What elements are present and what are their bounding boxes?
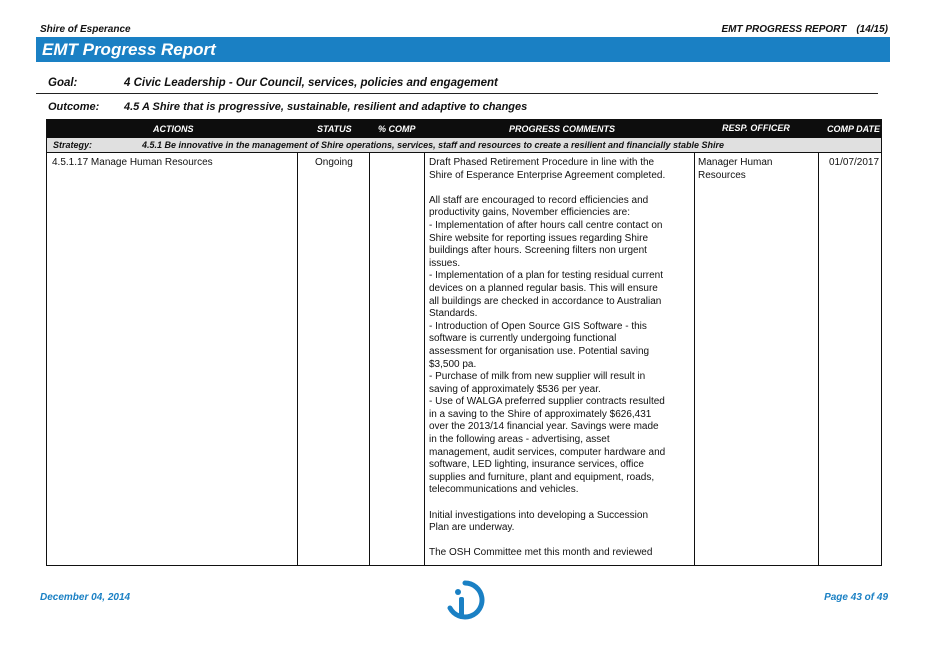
column-divider xyxy=(369,153,370,565)
progress-table xyxy=(46,119,882,566)
comment-paragraph: All staff are encouraged to record efficiencies and productivity gains, November efficiencies are: - Implementation of after hours call centre contact on Shire website for reporting issues regarding Shire buildings after hours. Screening filters non urgent issues. - Implementation of a plan for testing residual current devices on a planned regular basis. This will ensure all buildings are checked in accordance to Australian Standards. - Introduction of Open Source GIS Software - this software is currently undergoing functional assessment for organisation use. Potential saving $3,500 pa. - Purchase of milk from new supplier will result in saving of approximately $536 per year. - Use of WALGA preferred supplier contracts resulted in a saving to the Shire of approximately $626,431 over the 2013/14 financial year. Savings were made in the following areas - advertising, asset management, audit services, computer hardware and software, LED lighting, insurance services, office supplies and furniture, plant and equipment, roads, telecommunications and vehicles. xyxy=(429,194,666,496)
page-title: EMT Progress Report xyxy=(42,40,216,59)
table-header xyxy=(47,120,881,138)
column-divider xyxy=(424,153,425,565)
col-comp-pct: % COMP xyxy=(378,124,416,134)
title-banner xyxy=(36,37,890,62)
comment-paragraph: Draft Phased Retirement Procedure in line with the Shire of Esperance Enterprise Agreement completed. xyxy=(429,157,666,181)
col-status: STATUS xyxy=(317,124,352,134)
action-status: Ongoing xyxy=(315,157,353,168)
goal-text: 4 Civic Leadership - Our Council, services, policies and engagement xyxy=(124,77,498,89)
organisation-name: Shire of Esperance xyxy=(40,24,131,35)
goal-divider xyxy=(36,93,878,94)
strategy-row xyxy=(47,138,881,153)
report-header xyxy=(721,24,888,35)
completion-date: 01/07/2017 xyxy=(829,157,880,168)
strategy-text: 4.5.1 Be innovative in the management of Shire operations, services, staff and resources to create a resilient and financially stable Shire xyxy=(142,140,725,150)
info-i-logo-icon xyxy=(442,580,488,620)
outcome-label: Outcome: xyxy=(48,101,100,113)
comment-paragraph: Initial investigations into developing a Succession Plan are underway. xyxy=(429,509,649,534)
comment-paragraph: The OSH Committee met this month and reviewed xyxy=(429,547,653,559)
strategy-label: Strategy: xyxy=(53,140,93,150)
page-number: Page 43 of 49 xyxy=(824,592,888,603)
column-divider xyxy=(818,153,819,565)
col-comments: PROGRESS COMMENTS xyxy=(509,124,616,134)
column-divider xyxy=(694,153,695,565)
report-date: December 04, 2014 xyxy=(40,592,131,603)
report-period: (14/15) xyxy=(856,24,888,35)
progress-comments xyxy=(429,157,691,560)
outcome-text: 4.5 A Shire that is progressive, sustainable, resilient and adaptive to changes xyxy=(124,101,528,113)
column-divider xyxy=(297,153,298,565)
col-officer: RESP. OFFICER xyxy=(722,123,790,133)
responsible-officer: Manager Human Resources xyxy=(698,157,773,181)
col-actions: ACTIONS xyxy=(153,124,194,134)
goal-label: Goal: xyxy=(48,77,78,89)
action-name: 4.5.1.17 Manage Human Resources xyxy=(52,157,213,168)
report-title: EMT PROGRESS REPORT xyxy=(721,24,847,35)
col-comp-date: COMP DATE xyxy=(827,124,880,134)
